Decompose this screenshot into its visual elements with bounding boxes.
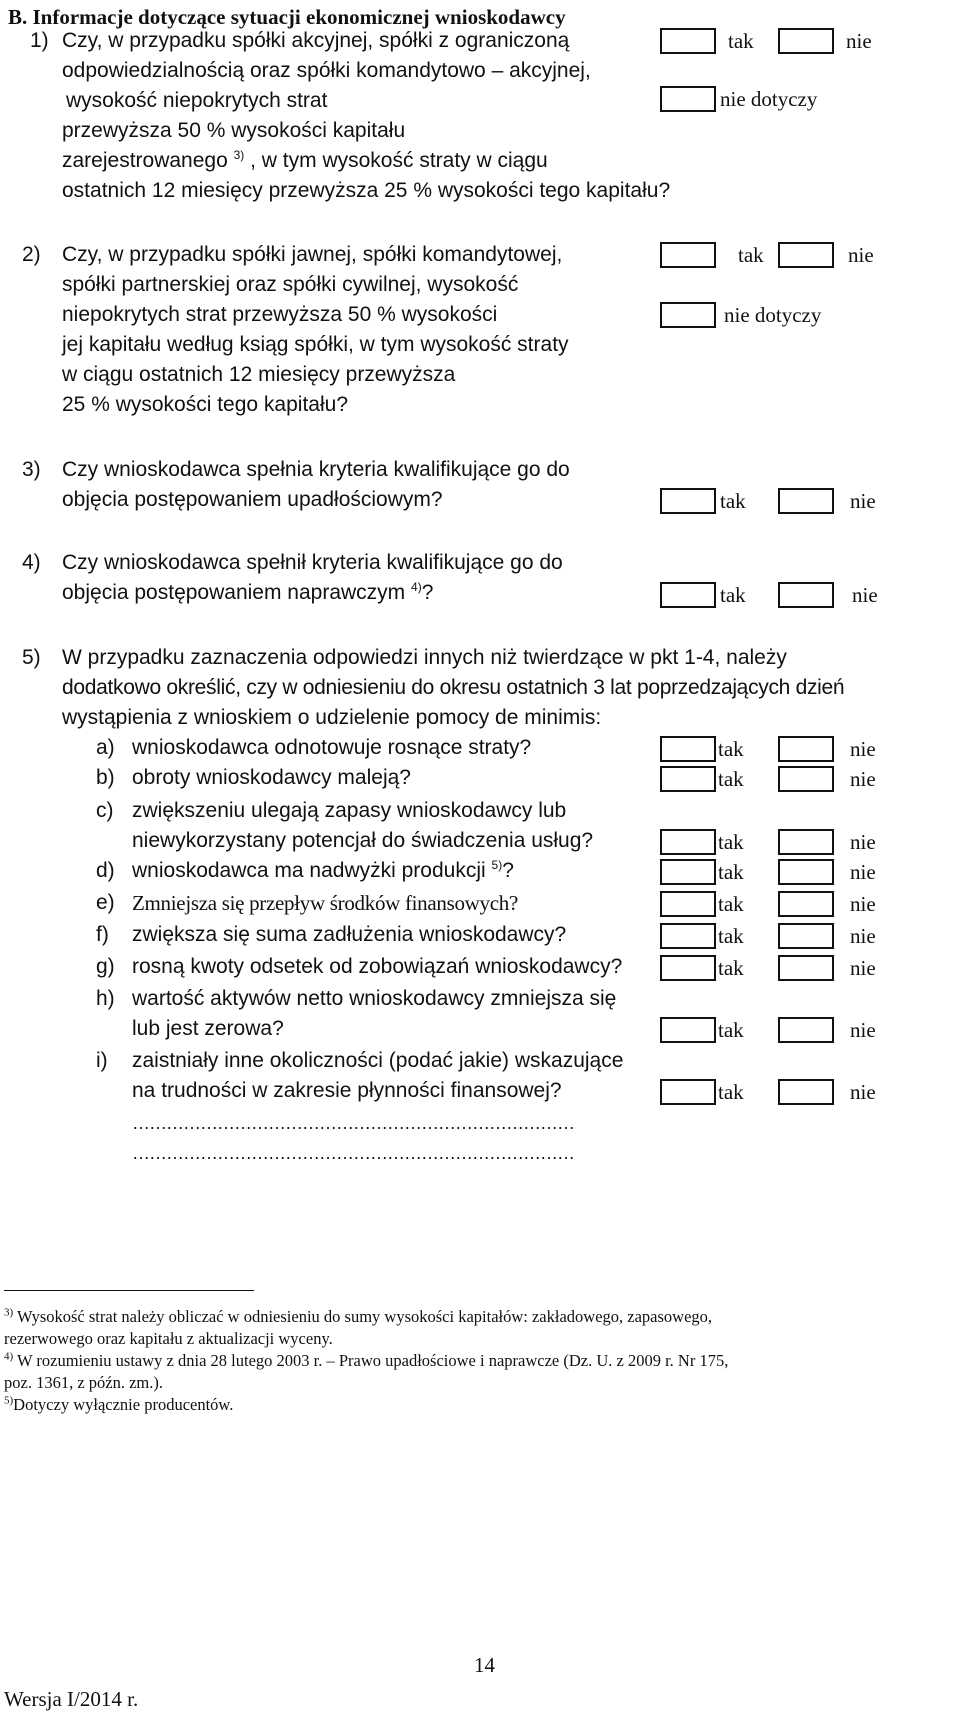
item-letter: b) xyxy=(96,766,115,789)
question-text-line: Czy, w przypadku spółki akcyjnej, spółki z ograniczoną xyxy=(62,29,570,52)
footnote-marker: 3) xyxy=(4,1306,14,1319)
item-letter: i) xyxy=(96,1049,108,1072)
item-letter: e) xyxy=(96,891,115,914)
footnote-4 xyxy=(4,1350,728,1371)
checkbox-yes[interactable] xyxy=(660,766,716,792)
question-text-line: przewyższa 50 % wysokości kapitału xyxy=(62,119,406,142)
question-text-line xyxy=(62,578,433,608)
checkbox-no[interactable] xyxy=(778,1079,834,1105)
item-letter: g) xyxy=(96,955,115,978)
option-label-not-applicable: nie dotyczy xyxy=(720,87,818,111)
checkbox-no[interactable] xyxy=(778,891,834,917)
question-text-line: ostatnich 12 miesięcy przewyższa 25 % wysokości tego kapitału? xyxy=(62,179,671,202)
question-text-line: dodatkowo określić, czy w odniesieniu do okresu ostatnich 3 lat poprzedzających dzień xyxy=(62,676,845,699)
item-text xyxy=(132,856,514,886)
option-label-not-applicable: nie dotyczy xyxy=(724,303,822,327)
footnote-marker: 5) xyxy=(4,1394,14,1407)
question-text-line: spółki partnerskiej oraz spółki cywilnej, wysokość xyxy=(62,273,519,296)
option-label-yes: tak xyxy=(718,830,744,854)
question-number: 1) xyxy=(30,29,49,52)
text-segment: , w tym wysokość straty w ciągu xyxy=(250,149,548,172)
option-label-no: nie xyxy=(850,489,876,513)
item-letter: c) xyxy=(96,799,114,822)
text-segment: objęcia postępowaniem naprawczym xyxy=(62,581,406,604)
footnote-separator xyxy=(4,1290,254,1291)
footnote-text: Dotyczy wyłącznie producentów. xyxy=(13,1395,234,1414)
option-label-no: nie xyxy=(850,737,876,761)
checkbox-no[interactable] xyxy=(778,242,834,268)
checkbox-no[interactable] xyxy=(778,955,834,981)
footnote-text: rezerwowego oraz kapitału z aktualizacji wyceny. xyxy=(4,1329,333,1348)
option-label-no: nie xyxy=(852,583,878,607)
text-segment: ? xyxy=(502,859,514,882)
text-segment: wnioskodawca ma nadwyżki produkcji xyxy=(132,859,486,882)
footnote-ref: 4) xyxy=(411,580,422,594)
option-label-yes: tak xyxy=(718,1018,744,1042)
checkbox-yes[interactable] xyxy=(660,891,716,917)
checkbox-no[interactable] xyxy=(778,736,834,762)
checkbox-no[interactable] xyxy=(778,923,834,949)
dotted-fill-line[interactable]: …………………………………………………………………… xyxy=(132,1113,574,1133)
item-text: Zmniejsza się przepływ środków finansowych? xyxy=(132,891,518,915)
option-label-yes: tak xyxy=(718,892,744,916)
option-label-no: nie xyxy=(850,956,876,980)
item-letter: a) xyxy=(96,736,115,759)
footnote-3 xyxy=(4,1306,712,1327)
footnote-5 xyxy=(4,1394,233,1415)
footnote-ref: 5) xyxy=(491,858,503,872)
option-label-yes: tak xyxy=(718,767,744,791)
checkbox-yes[interactable] xyxy=(660,1017,716,1043)
option-label-yes: tak xyxy=(718,860,744,884)
option-label-no: nie xyxy=(850,1080,876,1104)
checkbox-no[interactable] xyxy=(778,766,834,792)
checkbox-yes[interactable] xyxy=(660,736,716,762)
checkbox-yes[interactable] xyxy=(660,955,716,981)
checkbox-not-applicable[interactable] xyxy=(660,86,716,112)
checkbox-no[interactable] xyxy=(778,582,834,608)
text-segment: zarejestrowanego xyxy=(62,149,228,172)
checkbox-no[interactable] xyxy=(778,28,834,54)
option-label-yes: tak xyxy=(718,924,744,948)
checkbox-yes[interactable] xyxy=(660,923,716,949)
checkbox-no[interactable] xyxy=(778,859,834,885)
checkbox-yes[interactable] xyxy=(660,859,716,885)
question-number: 4) xyxy=(22,551,41,574)
item-text: wnioskodawca odnotowuje rosnące straty? xyxy=(132,736,532,759)
question-text-line: Czy wnioskodawca spełnia kryteria kwalifikujące go do xyxy=(62,458,570,481)
item-text: zwiększeniu ulegają zapasy wnioskodawcy lub xyxy=(132,799,567,822)
option-label-no: nie xyxy=(850,892,876,916)
option-label-no: nie xyxy=(850,830,876,854)
checkbox-yes[interactable] xyxy=(660,829,716,855)
question-text-line: jej kapitału według ksiąg spółki, w tym wysokość straty xyxy=(62,333,569,356)
footnote-text: poz. 1361, z późn. zm.). xyxy=(4,1373,163,1392)
item-letter: d) xyxy=(96,859,115,882)
question-text-line: niepokrytych strat przewyższa 50 % wysokości xyxy=(62,303,498,326)
option-label-no: nie xyxy=(850,924,876,948)
item-text: obroty wnioskodawcy maleją? xyxy=(132,766,411,789)
option-label-yes: tak xyxy=(718,1080,744,1104)
item-text: wartość aktywów netto wnioskodawcy zmniejsza się xyxy=(132,987,617,1010)
question-text-line: Czy wnioskodawca spełnił kryteria kwalifikujące go do xyxy=(62,551,563,574)
option-label-no: nie xyxy=(850,767,876,791)
item-text: na trudności w zakresie płynności finansowej? xyxy=(132,1079,562,1102)
option-label-yes: tak xyxy=(718,737,744,761)
footnote-ref: 3) xyxy=(233,148,245,162)
question-text-line xyxy=(62,146,548,176)
question-text-line: 25 % wysokości tego kapitału? xyxy=(62,393,348,416)
option-label-no: nie xyxy=(846,29,872,53)
footnote-text: Wysokość strat należy obliczać w odniesieniu do sumy wysokości kapitałów: zakładowego, zapasowego, xyxy=(17,1307,713,1326)
checkbox-no[interactable] xyxy=(778,1017,834,1043)
item-text: rosną kwoty odsetek od zobowiązań wnioskodawcy? xyxy=(132,955,623,978)
dotted-fill-line[interactable]: …………………………………………………………………… xyxy=(132,1143,574,1163)
question-text-line: wysokość niepokrytych strat xyxy=(66,89,328,112)
option-label-yes: tak xyxy=(738,243,764,267)
question-text-line: w ciągu ostatnich 12 miesięcy przewyższa xyxy=(62,363,456,386)
question-number: 3) xyxy=(22,458,41,481)
option-label-yes: tak xyxy=(720,489,746,513)
option-label-yes: tak xyxy=(720,583,746,607)
option-label-yes: tak xyxy=(718,956,744,980)
checkbox-yes[interactable] xyxy=(660,582,716,608)
checkbox-not-applicable[interactable] xyxy=(660,302,716,328)
checkbox-yes[interactable] xyxy=(660,1079,716,1105)
footnote-text: W rozumieniu ustawy z dnia 28 lutego 2003 r. – Prawo upadłościowe i naprawcze (Dz. U. z 2009 r. Nr 175, xyxy=(17,1351,729,1370)
text-segment: ? xyxy=(421,581,434,604)
item-letter: h) xyxy=(96,987,115,1010)
item-text: zwiększa się suma zadłużenia wnioskodawcy? xyxy=(132,923,567,946)
footnote-marker: 4) xyxy=(4,1350,14,1363)
item-text: lub jest zerowa? xyxy=(132,1017,284,1040)
question-number: 2) xyxy=(22,243,41,266)
question-text-line: W przypadku zaznaczenia odpowiedzi innych niż twierdzące w pkt 1-4, należy xyxy=(62,646,787,669)
question-text-line: odpowiedzialnością oraz spółki komandytowo – akcyjnej, xyxy=(62,59,591,82)
option-label-yes: tak xyxy=(728,29,754,53)
checkbox-yes[interactable] xyxy=(660,242,716,268)
question-text-line: Czy, w przypadku spółki jawnej, spółki komandytowej, xyxy=(62,243,563,266)
checkbox-yes[interactable] xyxy=(660,28,716,54)
checkbox-yes[interactable] xyxy=(660,488,716,514)
version-label: Wersja I/2014 r. xyxy=(4,1687,139,1711)
question-text-line: objęcia postępowaniem upadłościowym? xyxy=(62,488,443,511)
option-label-no: nie xyxy=(848,243,874,267)
page-number: 14 xyxy=(474,1653,495,1677)
question-number: 5) xyxy=(22,646,41,669)
checkbox-no[interactable] xyxy=(778,829,834,855)
question-text-line: wystąpienia z wnioskiem o udzielenie pomocy de minimis: xyxy=(62,706,602,729)
option-label-no: nie xyxy=(850,1018,876,1042)
option-label-no: nie xyxy=(850,860,876,884)
checkbox-no[interactable] xyxy=(778,488,834,514)
item-letter: f) xyxy=(96,923,109,946)
item-text: zaistniały inne okoliczności (podać jakie) wskazujące xyxy=(132,1049,624,1072)
section-heading: B. Informacje dotyczące sytuacji ekonomicznej wnioskodawcy xyxy=(8,5,566,29)
item-text: niewykorzystany potencjał do świadczenia usług? xyxy=(132,829,594,852)
